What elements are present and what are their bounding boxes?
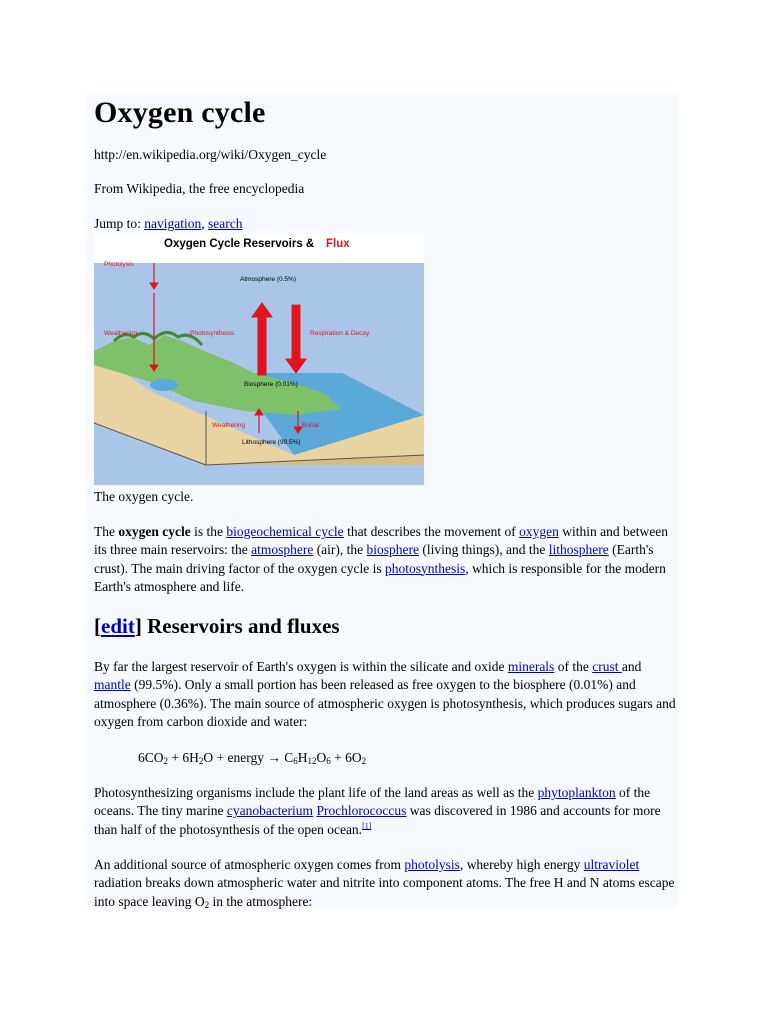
label-burial: Burial xyxy=(302,422,319,429)
link-lithosphere[interactable]: lithosphere xyxy=(548,542,609,558)
photolysis-paragraph xyxy=(94,856,680,911)
link-cyanobacterium[interactable]: cyanobacterium xyxy=(226,803,314,819)
text: (Earth's crust). The main driving factor of the oxygen cycle is xyxy=(94,542,654,576)
label-lithosphere: Lithosphere (99.5%) xyxy=(242,439,301,446)
diagram-caption: The oxygen cycle. xyxy=(94,489,194,504)
link-atmosphere[interactable]: atmosphere xyxy=(251,542,314,558)
label-weathering-bottom: Weathering xyxy=(212,422,246,429)
eq-sub: 2 xyxy=(361,756,367,766)
text: and xyxy=(621,659,642,674)
text: within and between its three main reservoirs: the xyxy=(94,524,668,558)
eq-sub: 2 xyxy=(198,756,204,766)
label-atmosphere: Atmosphere (0.5%) xyxy=(240,276,296,283)
reference-link[interactable]: [1] xyxy=(362,821,372,831)
eq-part: + 6H xyxy=(168,750,199,765)
eq-sub: 6 xyxy=(326,756,331,766)
link-ultraviolet[interactable]: ultraviolet xyxy=(583,857,640,872)
document-page xyxy=(86,93,678,908)
jump-sep: , xyxy=(201,216,209,231)
text: , which is responsible for the modern Earth's atmosphere and life. xyxy=(94,560,666,594)
text: is the xyxy=(190,524,227,539)
text: that describes the movement of xyxy=(343,524,520,539)
section-heading xyxy=(94,612,340,640)
text: radiation breaks down atmospheric water and nitrite into component atoms. The free H and N atoms escape into space leaving O xyxy=(94,875,675,909)
bracket: ] xyxy=(134,614,142,638)
link-mantle[interactable]: mantle xyxy=(94,677,131,693)
text: of the oceans. The tiny marine xyxy=(94,785,651,819)
intro-paragraph xyxy=(94,523,680,596)
text: An additional source of atmospheric oxygen comes from xyxy=(94,857,405,872)
eq-part: O xyxy=(316,750,327,765)
jump-navigation-link[interactable]: navigation xyxy=(144,216,202,231)
link-crust[interactable]: crust xyxy=(592,659,622,674)
link-oxygen[interactable]: oxygen xyxy=(519,524,559,539)
label-respiration: Respiration & Decay xyxy=(310,330,370,337)
o2-sub: 2 xyxy=(204,899,210,910)
label-biosphere: Biosphere (0.01%) xyxy=(244,381,298,388)
diagram-title: Oxygen Cycle Reservoirs & xyxy=(164,238,315,250)
eq-sub: 6 xyxy=(293,756,298,766)
label-photolysis: Photolysis xyxy=(104,261,134,268)
text: was discovered in 1986 and accounts for more than half of the photosynthesis of the open ocean. xyxy=(94,803,661,837)
section-title: Reservoirs and fluxes xyxy=(141,614,340,638)
text: (air), the xyxy=(313,542,367,558)
jump-search-link[interactable]: search xyxy=(208,216,243,231)
text: in the atmosphere: xyxy=(209,893,313,909)
bold-term: oxygen cycle xyxy=(118,524,191,539)
oxygen-cycle-diagram xyxy=(94,233,424,485)
jump-to xyxy=(94,215,243,233)
photosynthesizers-paragraph xyxy=(94,784,680,839)
from-wikipedia: From Wikipedia, the free encyclopedia xyxy=(94,181,305,196)
link-biogeochemical-cycle[interactable]: biogeochemical cycle xyxy=(226,524,344,539)
link-biosphere[interactable]: biosphere xyxy=(366,542,420,558)
link-photosynthesis[interactable]: photosynthesis xyxy=(385,560,466,576)
link-phytoplankton[interactable]: phytoplankton xyxy=(537,785,616,800)
eq-part: H xyxy=(297,750,308,765)
label-weathering-left: Weathering xyxy=(104,330,138,337)
label-photosynthesis: Photosynthesis xyxy=(190,330,235,337)
edit-link[interactable]: edit xyxy=(101,614,135,638)
photosynthesis-equation xyxy=(138,749,366,767)
eq-part: + 6O xyxy=(330,750,362,765)
eq-sub: 2 xyxy=(163,756,169,766)
text: of the xyxy=(554,659,593,674)
text: , whereby high energy xyxy=(459,857,584,872)
eq-part: O + energy → C xyxy=(203,750,294,765)
text: The xyxy=(94,524,119,539)
text: By far the largest reservoir of Earth's oxygen is within the silicate and oxide xyxy=(94,659,508,674)
diagram-title-flux: Flux xyxy=(326,238,350,250)
link-photolysis[interactable]: photolysis xyxy=(404,857,460,872)
reservoirs-paragraph xyxy=(94,658,680,731)
text: (living things), and the xyxy=(419,542,549,558)
text: (99.5%). Only a small portion has been released as free oxygen to the biosphere (0.01%) and atmosphere (0.36%). The main source of atmospheric oxygen is photosynthesis, which produces sugars and oxygen from carbon dioxide and water: xyxy=(94,677,676,729)
eq-part: 6CO xyxy=(138,750,164,765)
source-url: http://en.wikipedia.org/wiki/Oxygen_cycle xyxy=(94,147,327,162)
text: Photosynthesizing organisms include the plant life of the land areas as well as the xyxy=(94,785,538,800)
link-minerals[interactable]: minerals xyxy=(507,659,555,674)
eq-sub: 12 xyxy=(307,756,317,766)
page-title: Oxygen cycle xyxy=(94,96,266,129)
link-prochlorococcus[interactable]: Prochlorococcus xyxy=(316,803,407,819)
bracket: [ xyxy=(94,614,101,638)
jump-label: Jump to: xyxy=(94,216,145,231)
